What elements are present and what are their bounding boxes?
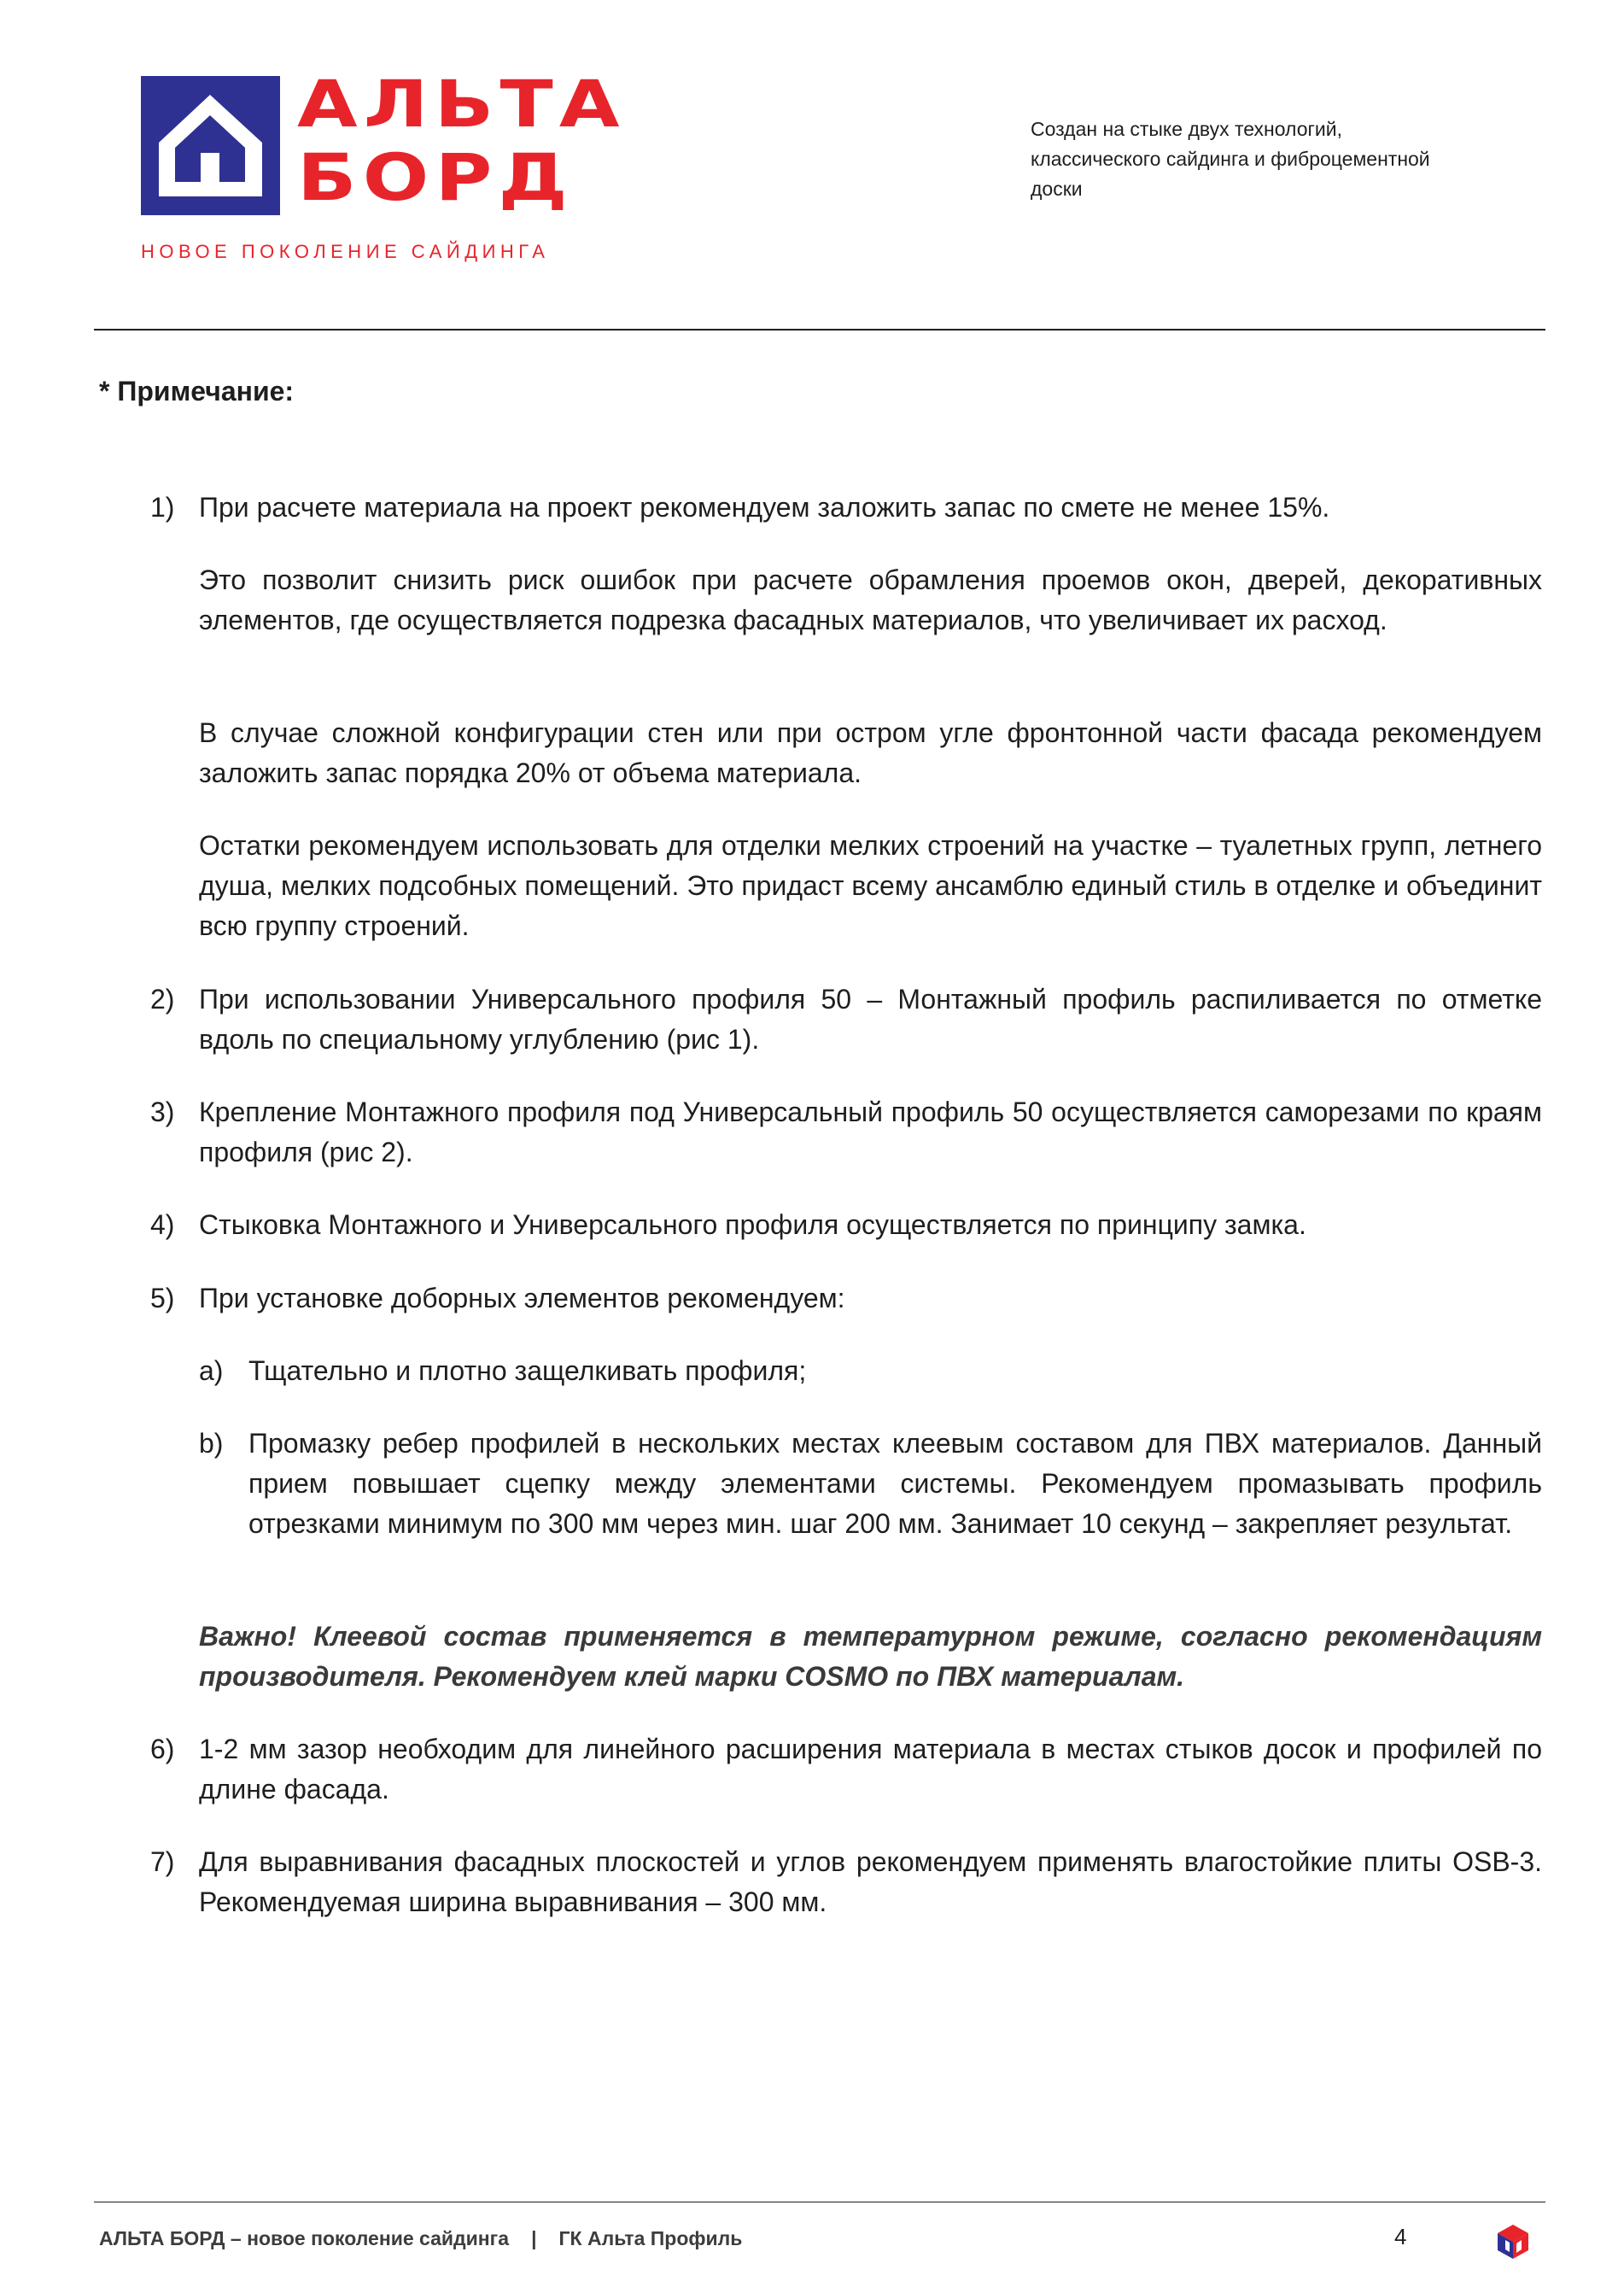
item-number: 1) (150, 492, 175, 523)
item-number: 5) (150, 1283, 175, 1313)
header-tagline-line: Создан на стыке двух технологий, (1031, 118, 1342, 140)
page-number: 4 (1394, 2224, 1407, 2249)
footer-company-text: ГК Альта Профиль (558, 2227, 743, 2249)
logo-word-bord: БОРД (297, 139, 574, 215)
item-text: Для выравнивания фасадных плоскостей и углов рекомендуем применять влагостойкие плиты OSB-3. Рекомендуемая ширина выравнивания – 300 мм. (199, 1846, 1542, 1917)
item-text: При установке доборных элементов рекомендуем: (199, 1283, 845, 1313)
item-text: Крепление Монтажного профиля под Универсальный профиль 50 осуществляется саморезами по краям профиля (рис 2). (199, 1097, 1542, 1167)
item-letter: b) (199, 1428, 224, 1459)
header-tagline-line: классического сайдинга и фиброцементной (1031, 148, 1430, 170)
paragraph: В случае сложной конфигурации стен или при остром угле фронтонной части фасада рекомендуем заложить запас порядка 20% от объема материала. (199, 717, 1542, 788)
item-text: При использовании Универсального профиля 50 – Монтажный профиль распиливается по отметке вдоль по специальному углублению (рис 1). (199, 984, 1542, 1055)
important-note: Важно! Клеевой состав применяется в температурном режиме, согласно рекомендациям производителя. Рекомендуем клей марки COSMO по ПВХ материалам. (199, 1621, 1542, 1692)
item-number: 4) (150, 1209, 175, 1240)
header-tagline-line: доски (1031, 178, 1083, 200)
item-text: 1-2 мм зазор необходим для линейного расширения материала в местах стыков досок и профилей по длине фасада. (199, 1734, 1542, 1804)
item-number: 3) (150, 1097, 175, 1127)
item-number: 7) (150, 1846, 175, 1877)
header-divider (94, 329, 1545, 330)
logo-word-alta: АЛЬТА (297, 66, 626, 142)
logo-tagline: НОВОЕ ПОКОЛЕНИЕ САЙДИНГА (141, 241, 550, 262)
note-title: * Примечание: (99, 376, 295, 407)
item-letter: a) (199, 1355, 224, 1386)
item-text: Тщательно и плотно защелкивать профиля; (248, 1355, 807, 1386)
item-number: 6) (150, 1734, 175, 1764)
footer-brand-text: АЛЬТА БОРД – новое поколение сайдинга (99, 2227, 510, 2249)
house-logo-icon (141, 76, 280, 215)
item-number: 2) (150, 984, 175, 1015)
item-text: Стыковка Монтажного и Универсального профиля осуществляется по принципу замка. (199, 1209, 1306, 1240)
header-tagline (1031, 114, 1560, 204)
footer-caption (99, 2227, 742, 2250)
item-text: При расчете материала на проект рекомендуем заложить запас по смете не менее 15%. (199, 492, 1330, 523)
footer-separator: | (531, 2227, 537, 2249)
paragraph: Это позволит снизить риск ошибок при расчете обрамления проемов окон, дверей, декоративных элементов, где осуществляется подрезка фасадных материалов, что увеличивает их расход. (199, 564, 1542, 635)
company-cube-icon (1496, 2223, 1530, 2265)
logo (141, 66, 626, 270)
paragraph: Остатки рекомендуем использовать для отделки мелких строений на участке – туалетных групп, летнего душа, мелких подсобных помещений. Это придаст всему ансамблю единый стиль в отделке и объединит всю группу строений. (199, 830, 1542, 941)
item-text: Промазку ребер профилей в нескольких местах клеевым составом для ПВХ материалов. Данный прием повышает сцепку между элементами системы. Рекомендуем промазывать профиль отрезками минимум по 300 мм через мин. шаг 200 мм. Занимает 10 секунд – закрепляет результат. (248, 1428, 1542, 1539)
